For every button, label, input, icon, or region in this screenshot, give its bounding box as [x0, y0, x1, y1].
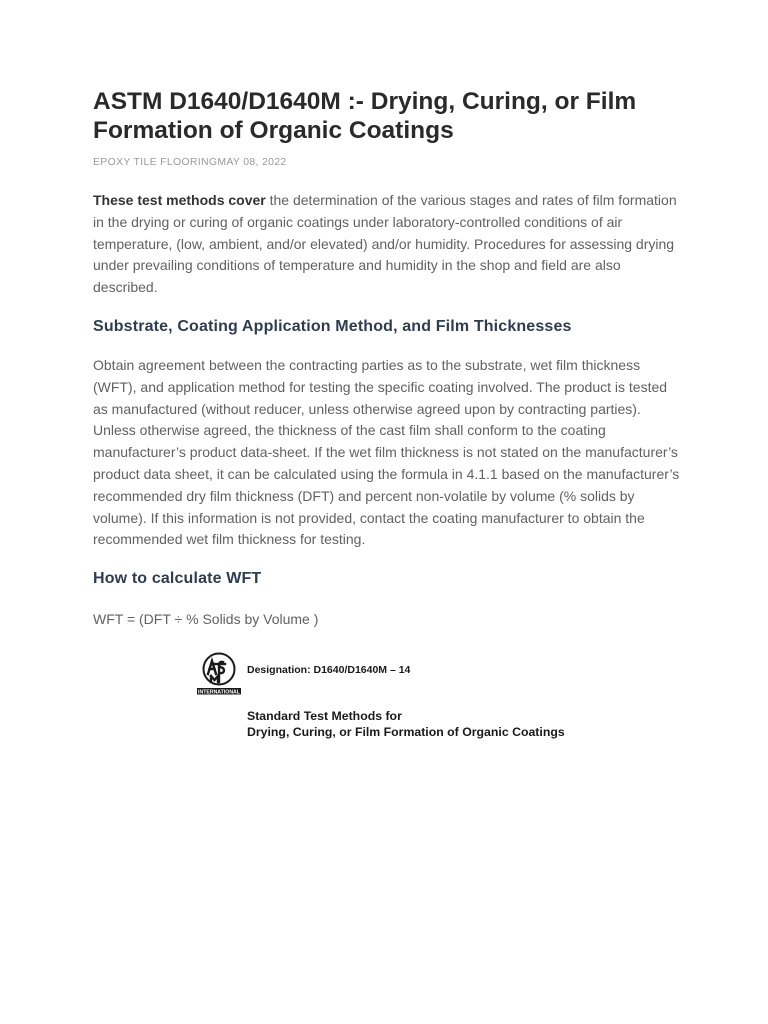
standard-title — [247, 709, 565, 740]
section-heading-substrate: Substrate, Coating Application Method, and Film Thicknesses — [93, 318, 572, 335]
logo-subtext: INTERNATIONAL — [198, 689, 240, 696]
standard-designation: Designation: D1640/D1640M – 14 — [247, 664, 411, 676]
intro-paragraph — [93, 190, 681, 299]
astm-logo-icon — [196, 652, 242, 696]
wft-formula: WFT = (DFT ÷ % Solids by Volume ) — [93, 611, 319, 627]
standard-title-line-1: Standard Test Methods for — [247, 709, 402, 723]
standard-title-line-2: Drying, Curing, or Film Formation of Organic Coatings — [247, 724, 565, 739]
intro-bold-lead: These test methods cover — [93, 192, 266, 208]
section-heading-wft: How to calculate WFT — [93, 570, 262, 587]
article-title: ASTM D1640/D1640M :- Drying, Curing, or Film Formation of Organic Coatings — [93, 88, 637, 144]
astm-standard-header-image — [196, 652, 616, 742]
article-meta: EPOXY TILE FLOORINGMAY 08, 2022 — [93, 156, 287, 168]
substrate-paragraph: Obtain agreement between the contracting parties as to the substrate, wet film thickness (WFT), and application method for testing the specific coating involved. The product is tested as manufactured (without reducer, unless otherwise agreed upon by contracting parties). Unless otherwise agreed, the thickness of the cast film shall conform to the coating manufacturer’s product data-sheet. If the wet film thickness is not stated on the manufacturer’s product data sheet, it can be calculated using the formula in 4.1.1 based on the manufacturer’s recommended dry film thickness (DFT) and percent non-volatile by volume (% solids by volume). If this information is not provided, contact the coating manufacturer to obtain the recommended wet film thickness for testing. — [93, 357, 680, 548]
intro-text: the determination of the various stages and rates of film formation in the drying or curing of organic coatings under laboratory-controlled conditions of air temperature, (low, ambient, and/or elevated) and/or humidity. Procedures for assessing drying under prevailing conditions of temperature and humidity in the shop and field are also described. — [93, 192, 677, 296]
